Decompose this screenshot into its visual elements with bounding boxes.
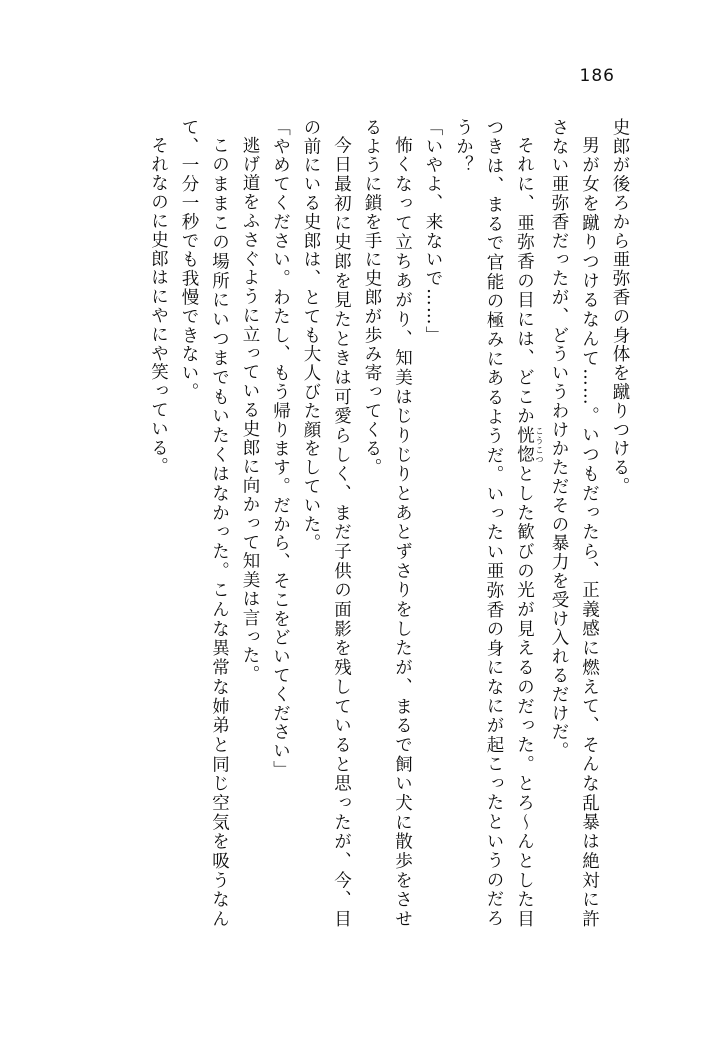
paragraph: 今日最初に史郎を見たときは可愛らしく、まだ子供の面影を残していると思ったが、今、目の前にいる史郎は、とても大人びた顔をしていた。 [301,118,352,928]
ruby-annotation: 恍惚 こうこつ [514,425,544,465]
paragraph-dialogue: 「やめてください。わたし、もう帰ります。だから、そこをどいてください」 [270,118,291,780]
paragraph: 男が女を蹴りつけるなんて……。いつもだったら、正義感に燃えて、そんな乱暴は絶対に許さない亜弥香だったが、どういうわけかただその暴力を受け入れるだけだ。 [549,118,600,928]
paragraph-dialogue: 「いやよ、来ないで……」 [423,118,443,345]
paragraph: それに、亜弥香の目には、どこか恍惚 こうこつとした歓びの光が見えるのだった。とろ～んとした目つきは、まるで官能の極みにあるようだ。いったい亜弥香の身になにが起こったというのだろうか？ [453,118,544,928]
paragraph: 怖くなって立ちあがり、知美はじりじりとあとずさりをしたが、まるで飼い犬に散歩をさせるように鎖を手に史郎が歩み寄ってくる。 [362,118,413,928]
paragraph: 史郎が後ろから亜弥香の身体を蹴りつける。 [610,118,630,496]
page-number: 186 [579,66,615,86]
page-body-text [88,118,635,928]
paragraph: それなのに史郎はにやにや笑っている。 [148,135,169,476]
paragraph: 逃げ道をふさぐように立っている史郎に向かって知美は言った。 [240,135,260,684]
paragraph: このままこの場所にいつまでもいたくはなかった。こんな異常な姉弟と同じ空気を吸うなんて、一分一秒でも我慢できない。 [179,118,230,928]
